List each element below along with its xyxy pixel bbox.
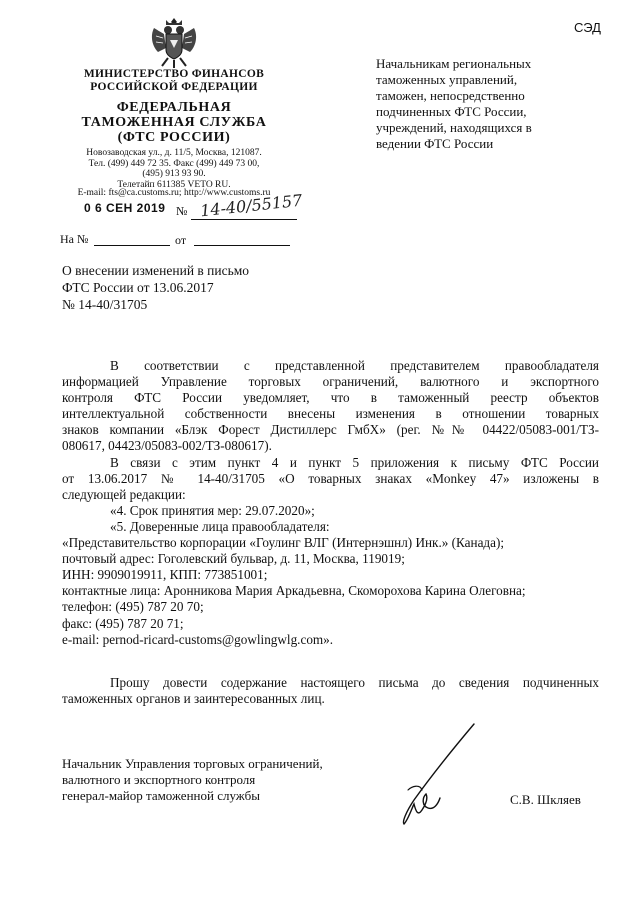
service-line: (ФТС РОССИИ) [117, 130, 231, 145]
reply-date-label: от [175, 233, 187, 247]
body-line: контроля ФТС России уведомляет, что в таможенный реестр объектов [62, 390, 599, 406]
number-label: № [176, 204, 188, 218]
body-line: В связи с этим пункт 4 и пункт 5 приложения к письму ФТС России [110, 454, 599, 470]
subject-line: № 14-40/31705 [62, 297, 148, 312]
contact-line: Тел. (499) 449 72 35. Факс (499) 449 73 00, [88, 158, 260, 169]
addressee-line: таможенных управлений, [376, 72, 518, 87]
detail-line: телефон: (495) 787 20 70; [62, 599, 204, 615]
signer-name: С.В. Шкляев [510, 792, 581, 807]
contacts-block [58, 148, 290, 190]
ministry-name [58, 68, 290, 94]
ministry-line: РОССИЙСКОЙ ФЕДЕРАЦИИ [90, 81, 258, 93]
body-line: знаков компании «Блэк Форест Дистиллерс ГмбХ» (рег. №№ 04422/05083-001/ТЗ- [62, 422, 599, 438]
service-line: ТАМОЖЕННАЯ СЛУЖБА [81, 115, 267, 130]
detail-line: «Представительство корпорации «Гоулинг ВЛГ (Интернэшнл) Инк.» (Канада); [62, 535, 505, 551]
service-line: ФЕДЕРАЛЬНАЯ [116, 100, 232, 115]
ministry-line: МИНИСТЕРСТВО ФИНАНСОВ [83, 68, 265, 80]
detail-line: контактные лица: Аронникова Мария Аркадьевна, Скоморохова Карина Олеговна; [62, 583, 526, 599]
signatory-position [62, 756, 382, 804]
coat-of-arms-emblem [146, 12, 202, 72]
addressee-line: учреждений, находящихся в [376, 120, 532, 135]
reply-number-underline [94, 245, 170, 246]
subject-line: О внесении изменений в письмо [62, 263, 250, 278]
detail-line: факс: (495) 787 20 71; [62, 615, 184, 631]
sed-mark: СЭД [574, 20, 601, 35]
item-5: «5. Доверенные лица правообладателя: [110, 518, 330, 534]
body-line: интеллектуальной собственности внесены изменения в отношении товарных [62, 406, 599, 422]
closing-line: Прошу довести содержание настоящего письма до сведения подчиненных [110, 675, 599, 690]
body-line: следующей редакции: [62, 486, 186, 502]
subject-block [62, 262, 322, 313]
email-web-line: E-mail: fts@ca.customs.ru; http://www.customs.ru [77, 188, 271, 198]
service-name [58, 100, 290, 145]
contact-line: Новозаводская ул., д. 11/5, Москва, 121087. [86, 148, 262, 158]
body-line: 080617, 04423/05083-002/ТЗ-080617). [62, 438, 272, 454]
addressee-block [376, 56, 616, 152]
handwritten-signature [392, 720, 482, 830]
addressee-line: Начальникам региональных [376, 56, 532, 71]
detail-line: ИНН: 9909019911, КПП: 773851001; [62, 567, 268, 583]
closing-line: таможенных органов и заинтересованных лиц. [62, 691, 325, 707]
body-line: от 13.06.2017 № 14-40/31705 «О товарных знаках «Monkey 47» изложены в [62, 470, 599, 486]
detail-line: e-mail: pernod-ricard-customs@gowlingwlg.com». [62, 631, 334, 647]
addressee-line: таможен, непосредственно [376, 88, 525, 103]
date-stamp: 0 6 СЕН 2019 [84, 201, 166, 215]
addressee-line: ведении ФТС России [376, 136, 494, 151]
handwritten-number: 14-40/55157 [199, 190, 304, 221]
contact-line: Телетайп 611385 VETO RU. [117, 179, 231, 190]
detail-line: почтовый адрес: Гоголевский бульвар, д. 11, Москва, 119019; [62, 551, 405, 567]
position-line: генерал-майор таможенной службы [62, 788, 260, 803]
body-line: В соответствии с представленной представителем правообладателя [110, 358, 599, 373]
contact-line: (495) 913 93 90. [142, 169, 206, 179]
letter-body [62, 358, 599, 648]
addressee-line: подчиненных ФТС России, [376, 104, 527, 119]
reply-number-label: На № [60, 232, 89, 246]
position-line: валютного и экспортного контроля [62, 772, 256, 787]
body-line: информацией Управление торговых ограничений, валютного и экспортного [62, 374, 599, 390]
closing-paragraph [62, 675, 599, 707]
position-line: Начальник Управления торговых ограничений, [62, 756, 323, 771]
reply-date-underline [194, 245, 290, 246]
subject-line: ФТС России от 13.06.2017 [62, 280, 214, 295]
item-4: «4. Срок принятия мер: 29.07.2020»; [110, 502, 315, 518]
